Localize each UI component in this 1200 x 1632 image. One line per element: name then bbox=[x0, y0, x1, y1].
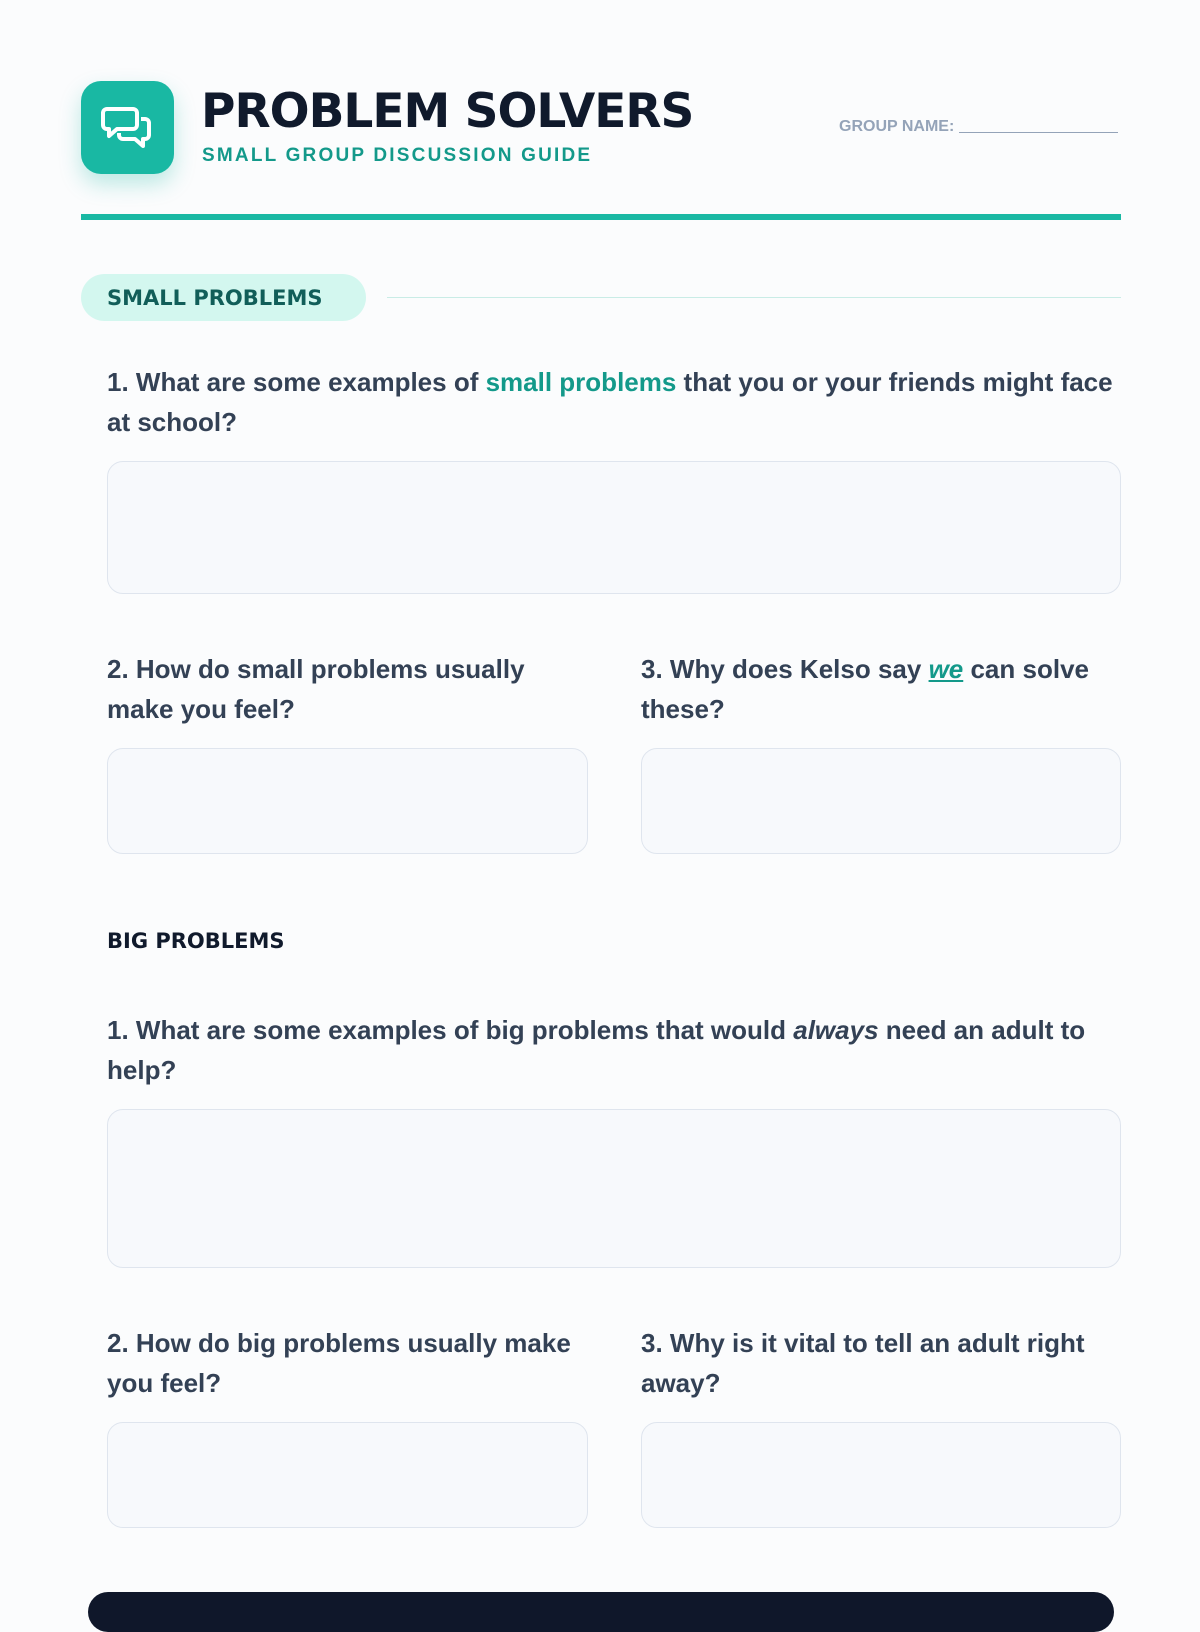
group-name-line[interactable] bbox=[959, 132, 1118, 133]
highlight-small-problems: small problems bbox=[485, 367, 677, 397]
page-title: PROBLEM SOLVERS bbox=[201, 84, 694, 139]
big-question-1: 1. What are some examples of big problems that would always need an adult to help? bbox=[107, 1015, 1086, 1085]
big-question-3: 3. Why is it vital to tell an adult right away? bbox=[641, 1328, 1085, 1398]
group-name-label: GROUP NAME: bbox=[839, 118, 955, 135]
section-pill-small-problems: SMALL PROBLEMS bbox=[81, 274, 366, 321]
bottom-banner bbox=[88, 1592, 1114, 1632]
small-answer-box-1[interactable] bbox=[107, 461, 1121, 594]
section-heading-big-problems: BIG PROBLEMS bbox=[107, 929, 285, 953]
page-subtitle: SMALL GROUP DISCUSSION GUIDE bbox=[202, 145, 593, 166]
logo bbox=[81, 81, 174, 174]
small-question-3: 3. Why does Kelso say we can solve these? bbox=[641, 654, 1089, 724]
small-answer-box-2[interactable] bbox=[107, 748, 588, 854]
big-answer-box-2[interactable] bbox=[107, 1422, 588, 1528]
big-answer-box-3[interactable] bbox=[641, 1422, 1121, 1528]
small-question-2: 2. How do small problems usually make you feel? bbox=[107, 654, 525, 724]
small-question-1: 1. What are some examples of small problems that you or your friends might face at school? bbox=[107, 367, 1113, 437]
section-divider bbox=[387, 297, 1121, 298]
chat-bubbles-icon bbox=[101, 101, 155, 155]
header-divider bbox=[81, 214, 1121, 220]
big-question-2: 2. How do big problems usually make you feel? bbox=[107, 1328, 571, 1398]
emphasis-always: always bbox=[793, 1015, 879, 1045]
group-name-field[interactable] bbox=[839, 118, 1118, 136]
big-answer-box-1[interactable] bbox=[107, 1109, 1121, 1268]
highlight-we: we bbox=[928, 654, 964, 684]
small-answer-box-3[interactable] bbox=[641, 748, 1121, 854]
